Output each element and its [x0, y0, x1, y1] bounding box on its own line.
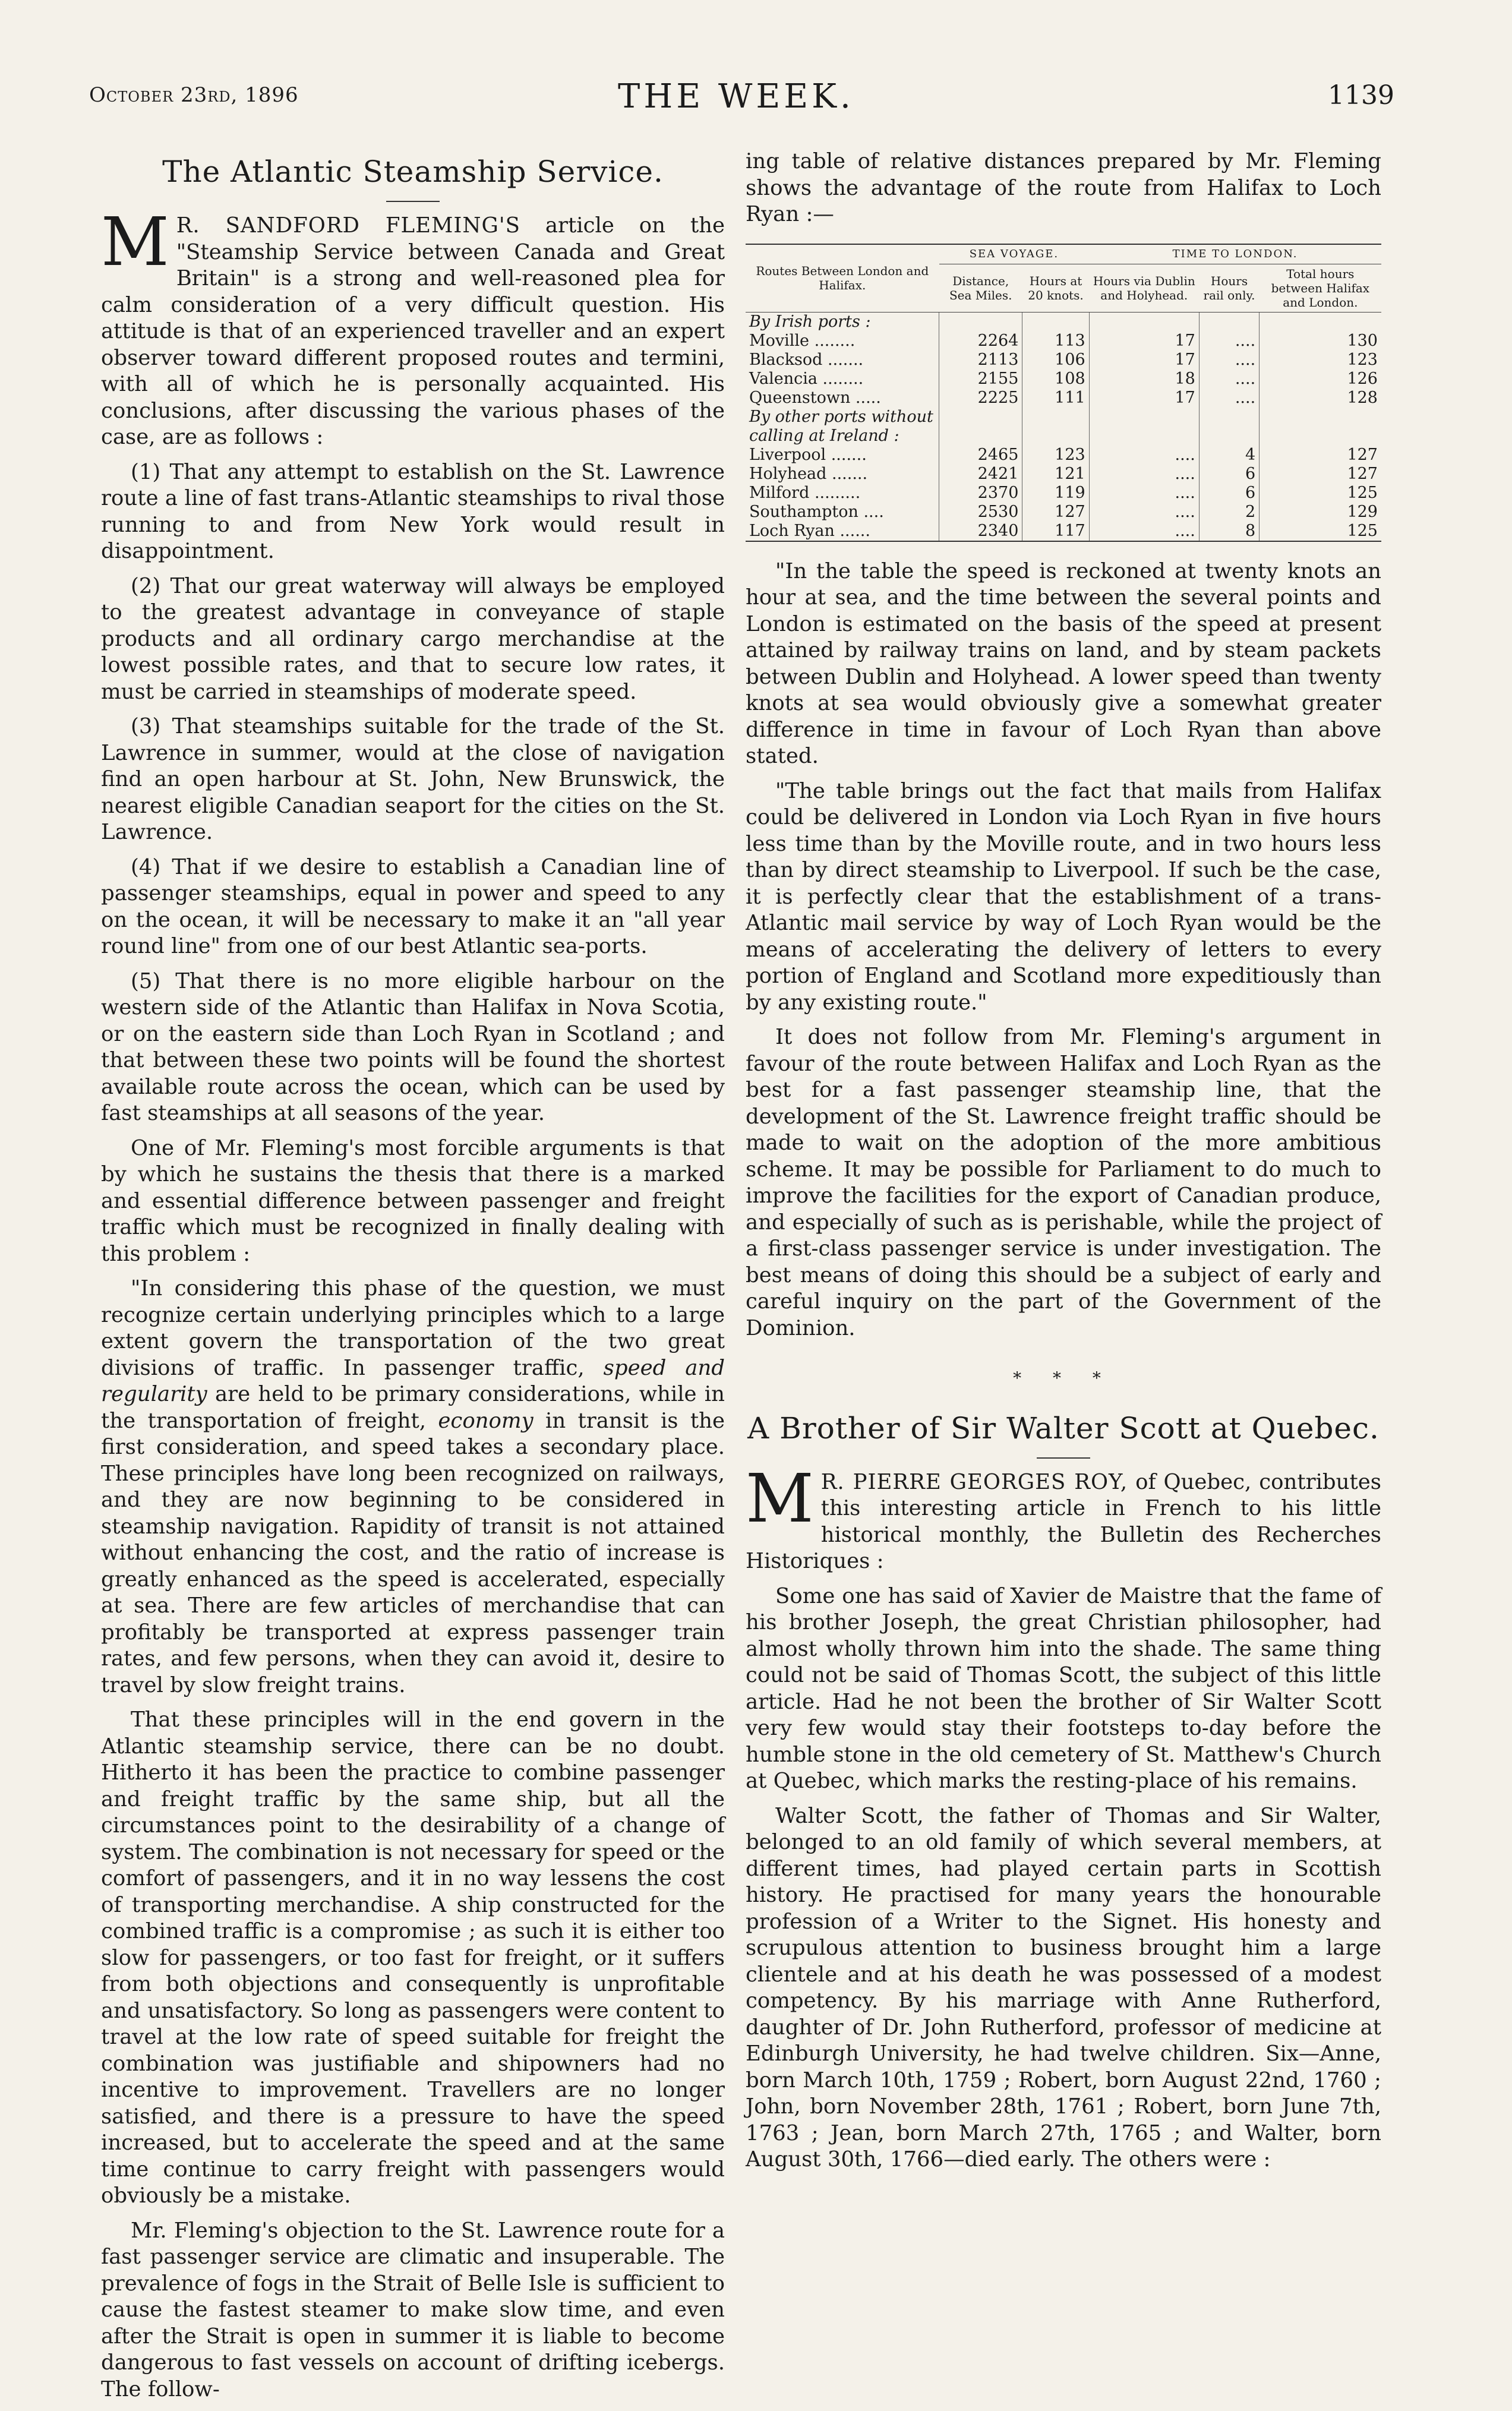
- group-header-sea: SEA VOYAGE.: [939, 244, 1090, 264]
- arguments-paragraph: One of Mr. Fleming's most forcible arguments is that by which he sustains the thesis that there is a marked and essential difference between passenger and freight traffic which must be recognized in finally dealing with this problem :: [101, 1135, 725, 1266]
- col-header-hours-rail: Hours rail only.: [1199, 264, 1259, 312]
- group-header-time: TIME TO LONDON.: [1089, 244, 1381, 264]
- col-header-distance: Distance, Sea Miles.: [939, 264, 1022, 312]
- publication-title: THE WEEK.: [618, 77, 854, 116]
- section-irish-ports: By Irish ports :: [749, 312, 871, 331]
- table-row: Queenstown ..... 2225 111 17 .... 128: [746, 389, 1381, 408]
- intro-author-name: R. SANDFORD FLEMING'S: [176, 213, 520, 238]
- title-rule: [1037, 1457, 1090, 1459]
- col-header-routes: Routes Between London and Halifax.: [746, 244, 939, 313]
- quote-principles: "In considering this phase of the question, we must recognize certain underlying principles which to a large extent govern the transportation of the two great divisions of traffic. In passenger traffic, speed and regularity are held to be primary considerations, while in the transportation of freight, economy in transit is the first consideration, and speed takes a secondary place. These principles have long been recognized on railways, and they are now beginning to be considered in steamship navigation. Rapidity of transit is not attained without enhancing the cost, and the ratio of increase is greatly enhanced as the speed is accelerated, especially at sea. There are few articles of merchandise that can profitably be transported at express passenger train rates, and few persons, when they can avoid it, desire to travel by slow freight trains.: [101, 1276, 725, 1697]
- article-title-atlantic: The Atlantic Steamship Service.: [162, 154, 664, 189]
- section-other-ports: By other ports without calling at Ireland :: [749, 407, 933, 445]
- quote-atlantic-service: That these principles will in the end govern in the Atlantic steamship service, there can be no doubt. Hitherto it has been the practice to combine passenger and freight traffic by the same ship, but all the circumstances point to the desirability of a change of system. The combination is not necessary for speed or the comfort of passengers, and it in no way lessens the cost of transporting merchandise. A ship constructed for the combined traffic is a compromise ; as such it is either too slow for passengers, or too fast for freight, or it suffers from both objections and consequently is unprofitable and unsatisfactory. So long as passengers were content to travel at the low rate of speed suitable for freight the combination was justifiable and shipowners had no incentive to improvement. Travellers are no longer satisfied, and there is a pressure to have the speed increased, but to accelerate the speed and at the same time continue to carry freight with passengers would obviously be a mistake.: [101, 1708, 725, 2208]
- article-title-scott: A Brother of Sir Walter Scott at Quebec.: [747, 1410, 1380, 1446]
- objection-paragraph: Mr. Fleming's objection to the St. Lawrence route for a fast passenger service are climatic and insuperable. The prevalence of fogs in the Strait of Belle Isle is sufficient to cause the fastest steamer to make slow time, and even after the Strait is open in summer it is liable to become dangerous to fast vessels on account of drifting icebergs. The follow-: [101, 2218, 725, 2401]
- issue-date: October 23rd, 1896: [89, 83, 299, 107]
- section-separator: * * *: [1013, 1368, 1114, 1388]
- article2-paragraph-1: Some one has said of Xavier de Maistre that the fame of his brother Joseph, the great Christian philosopher, had almost wholly thrown him into the shade. The same thing could not be said of Thomas Scott, the subject of this little article. Had he not been the brother of Sir Walter Scott very few would stay their footsteps to-day before the humble stone in the old cemetery of St. Matthew's Church at Quebec, which marks the resting-place of his remains.: [746, 1583, 1381, 1793]
- table-intro: ing table of relative distances prepared by Mr. Fleming shows the advantage of the route from Halifax to Loch Ryan :—: [746, 149, 1381, 226]
- conclusion-point-1: (1) That any attempt to establish on the St. Lawrence route a line of fast trans-Atlantic steamships to rival those running to and from New York would result in disappointment.: [101, 459, 725, 563]
- title-rule: [386, 201, 440, 202]
- table-row: Blacksod ....... 2113 106 17 .... 123: [746, 351, 1381, 370]
- article-conclusion: It does not follow from Mr. Fleming's argument in favour of the route between Halifax and Loch Ryan as the best for a fast passenger steamship line, that the development of the St. Lawrence freight traffic should be made to wait on the adoption of the more ambitious scheme. It may be possible for Parliament to do much to improve the facilities for the export of Canadian produce, and especially of such as is perishable, while the project of a first-class passenger service is under investigation. The best means of doing this should be a subject of early and careful inquiry on the part of the Government of the Dominion.: [746, 1025, 1381, 1340]
- intro-text: article on the "Steamship Service between Canada and Great Britain" is a strong and well-reasoned plea for calm consideration of a very difficult question. His attitude is that of an experienced traveller and an expert observer toward different proposed routes and termini, with all of which he is personally acquainted. His conclusions, after discussing the various phases of the case, are as follows :: [101, 213, 725, 449]
- article2-paragraph-2: Walter Scott, the father of Thomas and Sir Walter, belonged to an old family of which several members, at different times, had played certain parts in Scottish history. He practised for many years the honourable profession of a Writer to the Signet. His honesty and scrupulous attention to business brought him a large clientele and at his death he was possessed of a modest competency. By his marriage with Anne Rutherford, daughter of Dr. John Rutherford, professor of medicine at Edinburgh University, he had twelve children. Six—Anne, born March 10th, 1759 ; Robert, born August 22nd, 1760 ; John, born November 28th, 1761 ; Robert, born June 7th, 1763 ; Jean, born March 27th, 1765 ; and Walter, born August 30th, 1766—died early. The others were :: [746, 1803, 1381, 2172]
- table-row: Moville ........ 2264 113 17 .... 130: [746, 332, 1381, 351]
- col-header-total: Total hours between Halifax and London.: [1260, 264, 1381, 312]
- table-row: Liverpool ....... 2465 123 .... 4 127: [746, 446, 1381, 465]
- distance-table: [746, 244, 1381, 542]
- article2-intro: [746, 1460, 1381, 1575]
- dropcap-letter: M: [101, 204, 169, 281]
- page-number: 1139: [1328, 80, 1394, 111]
- table-row: Valencia ........ 2155 108 18 .... 126: [746, 370, 1381, 389]
- left-column: [101, 149, 725, 2411]
- table-row: Holyhead ....... 2421 121 .... 6 127: [746, 465, 1381, 484]
- quote-table-mails: "The table brings out the fact that mails from Halifax could be delivered in London via Loch Ryan in five hours less time than by the Moville route, and in two hours less than by direct steamship to Liverpool. If such be the case, it is perfectly clear that the establishment of a trans-Atlantic mail service by way of Loch Ryan would be the means of accelerating the delivery of letters to every portion of England and Scotland more expeditiously than by any existing route.": [746, 778, 1381, 1015]
- conclusion-point-2: (2) That our great waterway will always be employed to the greatest advantage in conveyance of staple products and all ordinary cargo merchandise at the lowest possible rates, and that to secure low rates, it must be carried in steamships of moderate speed.: [101, 573, 725, 704]
- col-header-hours-sea: Hours at 20 knots.: [1022, 264, 1089, 312]
- article-intro: [101, 204, 725, 451]
- dropcap-letter: M: [746, 1460, 814, 1538]
- right-column: [746, 149, 1381, 2182]
- quote-table-speed: "In the table the speed is reckoned at twenty knots an hour at sea, and the time between the several points and London is estimated on the basis of the speed at present attained by railway trains on land, and by steam packets between Dublin and Holyhead. A lower speed than twenty knots at sea would obviously give a somewhat greater difference in time in favour of Loch Ryan than above stated.: [746, 558, 1381, 768]
- conclusion-point-3: (3) That steamships suitable for the trade of the St. Lawrence in summer, would at the close of navigation find an open harbour at St. John, New Brunswick, the nearest eligible Canadian seaport for the cities on the St. Lawrence.: [101, 714, 725, 844]
- conclusion-point-5: (5) That there is no more eligible harbour on the western side of the Atlantic than Halifax in Nova Scotia, or on the eastern side than Loch Ryan in Scotland ; and that between these two points will be found the shortest available route across the ocean, which can be used by fast steamships at all seasons of the year.: [101, 968, 725, 1125]
- conclusion-point-4: (4) That if we desire to establish a Canadian line of passenger steamships, equal in power and speed to any on the ocean, it will be necessary to make it an "all year round line" from one of our best Atlantic sea-ports.: [101, 854, 725, 958]
- table-row: Loch Ryan ...... 2340 117 .... 8 125: [746, 522, 1381, 541]
- col-header-hours-dublin: Hours via Dublin and Holyhead.: [1089, 264, 1199, 312]
- table-row: Milford ......... 2370 119 .... 6 125: [746, 484, 1381, 503]
- table-row: Southampton .... 2530 127 .... 2 129: [746, 503, 1381, 522]
- intro-author-name: R. PIERRE GEORGES ROY,: [820, 1469, 1128, 1494]
- intro-text: of Quebec, contributes this interesting article in French to his little historical monthly, the Bulletin des Recherches Historiques :: [746, 1469, 1381, 1573]
